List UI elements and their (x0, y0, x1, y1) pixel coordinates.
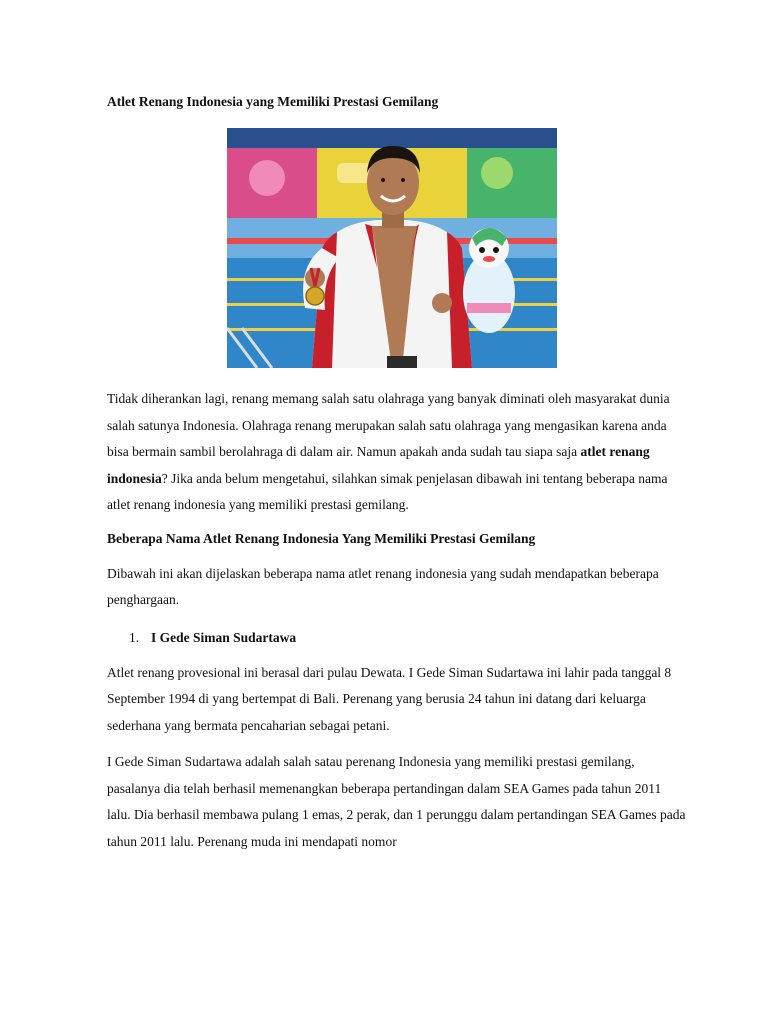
intro-paragraph (107, 386, 687, 519)
swimmer-photo (227, 128, 557, 368)
intro-text-end: ? Jika anda belum mengetahui, silahkan simak penjelasan dibawah ini tentang beberapa nama atlet renang indonesia yang memiliki prestasi gemilang. (107, 470, 668, 512)
intro-bold-keyword: atlet renang indonesia (107, 444, 650, 486)
document-content (107, 92, 687, 855)
document-title: Atlet Renang Indonesia yang Memiliki Prestasi Gemilang (107, 94, 439, 109)
athlete-paragraph-2: I Gede Siman Sudartawa adalah salah satau perenang Indonesia yang memiliki prestasi gemilang, pasalanya dia telah berhasil memenangkan beberapa pertandingan dalam SEA Games pada tahun 2011 lalu. Dia berhasil membawa pulang 1 emas, 2 perak, dan 1 perunggu dalam pertandingan SEA Games pada tahun 2011 lalu. Perenang muda ini mendapati nomor (107, 754, 686, 849)
intro-text-start: Tidak diherankan lagi, renang memang salah satu olahraga yang banyak diminati oleh masyarakat dunia salah satunya Indonesia. Olahraga renang merupakan salah satu olahraga yang mengasikan karena anda bisa bermain sambil berolahraga di dalam air. Namun apakah anda sudah tau siapa saja (107, 391, 670, 459)
list-item (129, 628, 687, 648)
section-intro-paragraph: Dibawah ini akan dijelaskan beberapa nama atlet renang indonesia yang sudah mendapatkan beberapa penghargaan. (107, 565, 659, 607)
list-item-name: I Gede Siman Sudartawa (151, 629, 297, 645)
list-item-number: 1. (129, 629, 140, 645)
athlete-paragraph-1: Atlet renang provesional ini berasal dari pulau Dewata. I Gede Siman Sudartawa ini lahir pada tanggal 8 September 1994 di yang bertempat di Bali. Perenang yang berusia 24 tahun ini datang dari keluarga sederhana yang bermata pencaharian sebagai petani. (107, 664, 672, 733)
section-heading: Beberapa Nama Atlet Renang Indonesia Yang Memiliki Prestasi Gemilang (107, 530, 536, 546)
